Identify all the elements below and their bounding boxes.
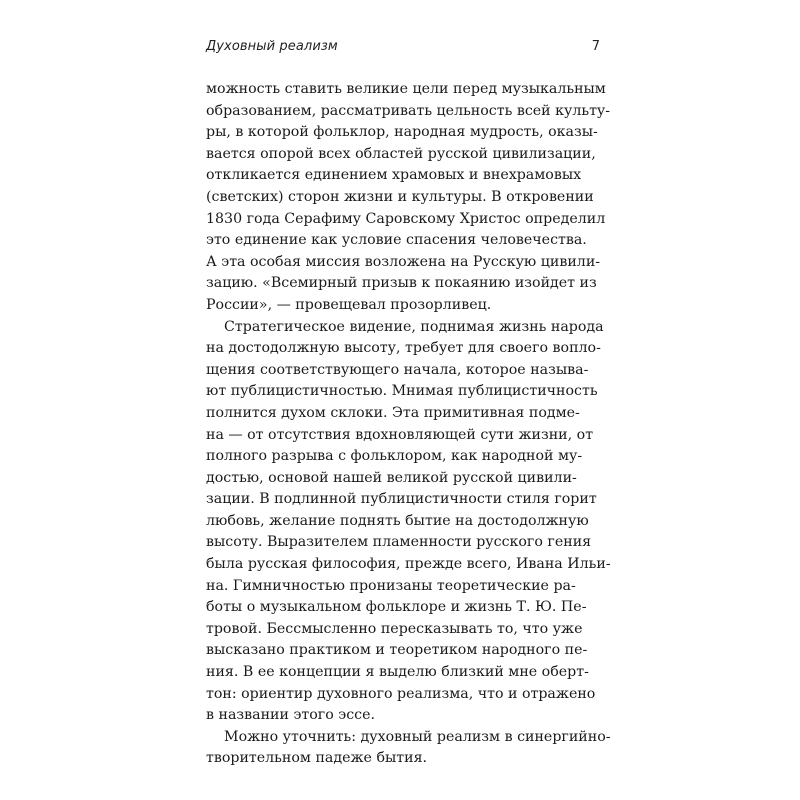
text-line: откликается единением храмовых и внехрамовых — [206, 167, 582, 184]
text-line: на — от отсутствия вдохновляющей сути жизни, от — [206, 426, 594, 443]
text-line: зации. В подлинной публицистичности стиля горит — [206, 491, 597, 508]
text-line: это единение как условие спасения человечества. — [206, 232, 587, 249]
paragraph-1 — [206, 79, 611, 317]
text-line: на достодолжную высоту, требует для своего вопло- — [206, 340, 601, 357]
text-line: в названии этого эссе. — [206, 707, 376, 724]
text-line: боты о музыкальном фольклоре и жизнь Т. Ю. Пе- — [206, 599, 587, 616]
text-line: ют публицистичностью. Мнимая публицистичность — [206, 383, 598, 400]
text-line: Стратегическое видение, поднимая жизнь народа — [206, 318, 604, 335]
text-line: зацию. «Всемирный призыв к покаянию изойдет из — [206, 275, 597, 292]
text-line: полнится духом склоки. Эта примитивная подме- — [206, 404, 580, 421]
page-number: 7 — [591, 39, 600, 54]
text-line: полного разрыва с фольклором, как народной му- — [206, 448, 583, 465]
text-line: тон: ориентир духовного реализма, что и отражено — [206, 685, 596, 702]
text-line: России», — провещевал прозорливец. — [206, 296, 492, 313]
text-line: высказано практиком и теоретиком народного пе- — [206, 642, 588, 659]
text-line: творительном падеже бытия. — [206, 750, 428, 767]
text-line: любовь, желание поднять бытие на достодолжную — [206, 512, 589, 529]
text-line: на. Гимничностью пронизаны теоретические ра- — [206, 577, 576, 594]
text-line: (светских) сторон жизни и культуры. В откровении — [206, 188, 594, 205]
text-line: достью, основой нашей великой русской цивили- — [206, 469, 577, 486]
text-line: ры, в которой фольклор, народная мудрость, оказы- — [206, 124, 598, 141]
text-line: А эта особая миссия возложена на Русскую цивили- — [206, 253, 601, 270]
text-line: Можно уточнить: духовный реализм в синергийно- — [206, 728, 611, 745]
body-text — [206, 79, 611, 770]
text-line: 1830 года Серафиму Саровскому Христос определил — [206, 210, 606, 227]
text-line: можность ставить великие цели перед музыкальным — [206, 81, 606, 97]
paragraph-3 — [206, 727, 611, 770]
text-line: ния. В ее концепции я выделю близкий мне оберт- — [206, 664, 589, 681]
text-line: была русская философия, прежде всего, Ивана Ильи- — [206, 556, 611, 573]
text-line: образованием, рассматривать цельность всей культу- — [206, 102, 611, 119]
text-line: вается опорой всех областей русской цивилизации, — [206, 145, 596, 162]
page-header — [206, 39, 600, 61]
text-line: тровой. Бессмысленно пересказывать то, что уже — [206, 620, 583, 637]
text-line: высоту. Выразителем пламенности русского гения — [206, 534, 592, 551]
paragraph-2 — [206, 317, 611, 727]
text-line: щения соответствующего начала, которое называ- — [206, 361, 589, 378]
running-title: Духовный реализм — [206, 39, 338, 54]
